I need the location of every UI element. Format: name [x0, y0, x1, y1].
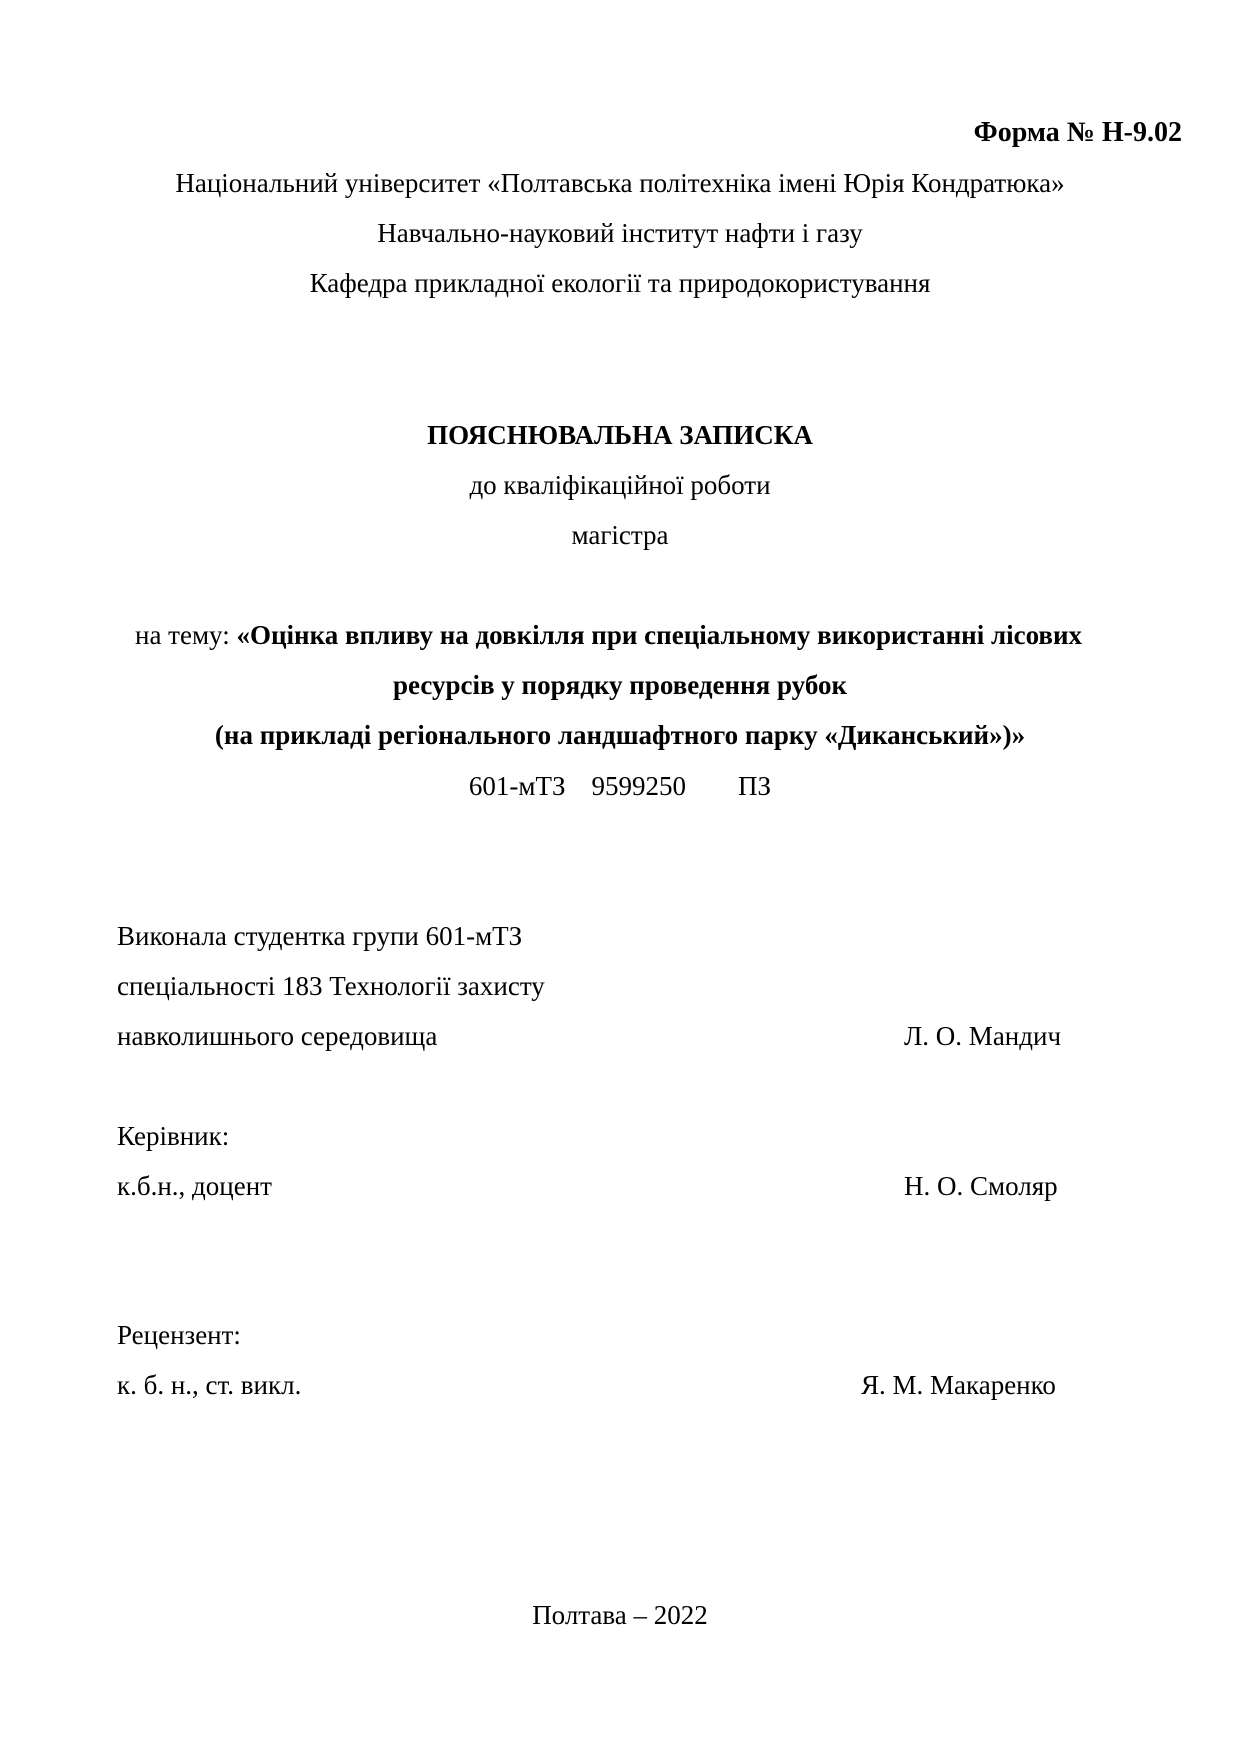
reviewer-label: Рецензент: — [117, 1320, 241, 1350]
supervisor-label: Керівник: — [117, 1121, 230, 1151]
theme-title-part-3: (на прикладі регіонального ландшафтного парку «Диканський»)» — [214, 720, 1026, 750]
code-group: 601-мТЗ — [468, 771, 566, 801]
supervisor-title: к.б.н., доцент — [117, 1171, 272, 1201]
author-name: Л. О. Мандич — [904, 1021, 1062, 1051]
code-number: 9599250 — [591, 771, 687, 801]
author-info-line-1: Виконала студентка групи 601-мТЗ — [117, 921, 523, 951]
author-info-line-2: спеціальності 183 Технології захисту — [117, 971, 545, 1001]
theme-title-part-1: «Оцінка впливу на довкілля при спеціальному використанні лісових — [236, 620, 1083, 650]
theme-prefix: на тему: — [135, 620, 237, 650]
reviewer-title: к. б. н., ст. викл. — [117, 1370, 302, 1400]
theme-title-part-2: ресурсів у порядку проведення рубок — [392, 670, 848, 700]
code-type: ПЗ — [738, 771, 772, 801]
theme-line-1 — [135, 620, 1082, 651]
document-degree: магістра — [571, 520, 669, 550]
document-subtitle: до кваліфікаційної роботи — [469, 470, 771, 500]
institute-name: Навчально-науковий інститут нафти і газу — [377, 218, 863, 248]
document-title: ПОЯСНЮВАЛЬНА ЗАПИСКА — [427, 420, 813, 450]
department-name: Кафедра прикладної екології та природокористування — [309, 268, 931, 298]
reviewer-name: Я. М. Макаренко — [861, 1370, 1056, 1400]
university-name: Національний університет «Полтавська політехніка імені Юрія Кондратюка» — [175, 168, 1065, 198]
supervisor-name: Н. О. Смоляр — [904, 1171, 1058, 1201]
document-code — [0, 771, 1240, 802]
form-number: Форма № Н-9.02 — [973, 117, 1182, 148]
author-info-line-3: навколишнього середовища — [117, 1021, 438, 1051]
city-year: Полтава – 2022 — [532, 1600, 708, 1630]
